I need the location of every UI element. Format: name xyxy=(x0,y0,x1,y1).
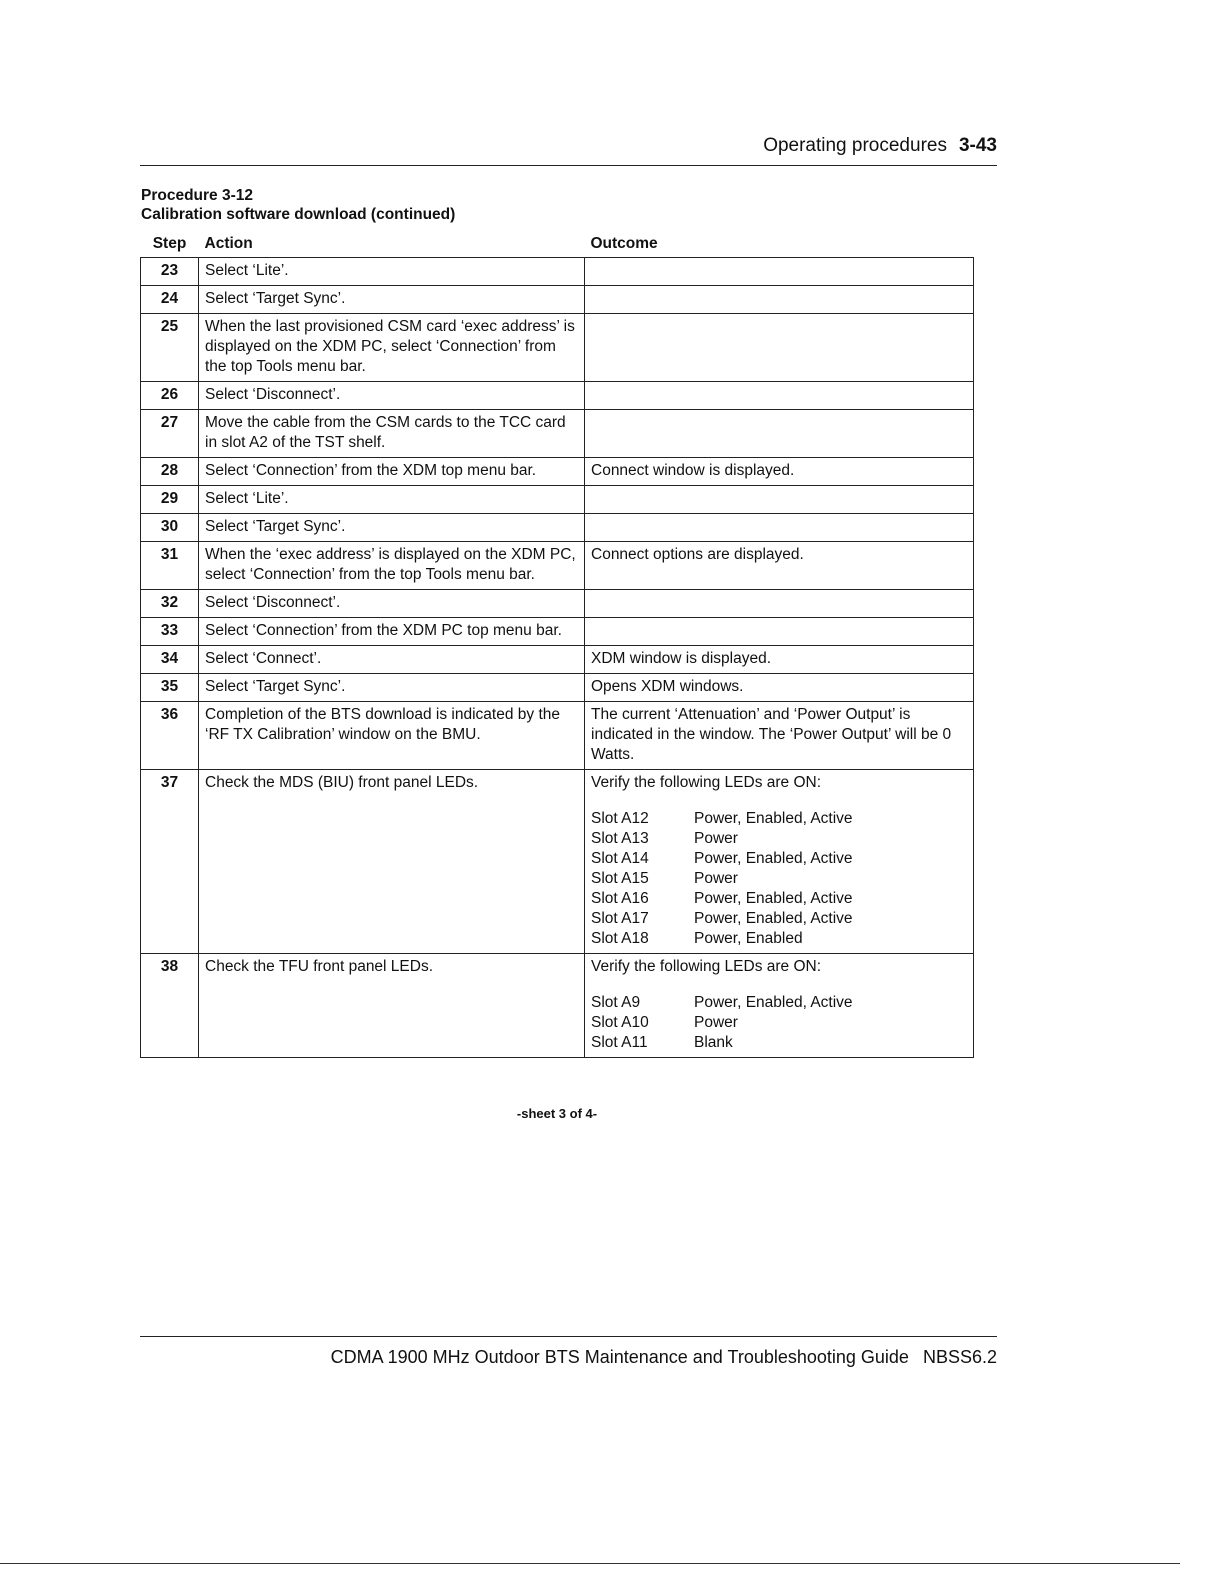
slot-label: Slot A9 xyxy=(591,994,641,1011)
procedure-title: Calibration software download (continued) xyxy=(141,206,456,223)
step-number: 24 xyxy=(141,286,199,314)
outcome-cell: Connect options are displayed. xyxy=(585,542,974,590)
step-number: 37 xyxy=(141,770,199,954)
led-slot-row xyxy=(591,829,967,849)
table-row xyxy=(141,286,974,314)
procedure-heading xyxy=(141,186,455,224)
slot-leds: Power xyxy=(694,1014,738,1031)
action-cell: Select ‘Target Sync’. xyxy=(199,514,585,542)
outcome-cell xyxy=(585,954,974,1058)
outcome-cell: Opens XDM windows. xyxy=(585,674,974,702)
slot-label: Slot A15 xyxy=(591,870,649,887)
procedure-table xyxy=(140,229,974,1058)
column-header-action: Action xyxy=(204,235,253,252)
slot-leds: Power, Enabled, Active xyxy=(694,994,853,1011)
procedure-number: Procedure 3-12 xyxy=(141,187,253,204)
action-cell: Check the MDS (BIU) front panel LEDs. xyxy=(199,770,585,954)
table-row xyxy=(141,770,974,954)
action-cell: Select ‘Connection’ from the XDM PC top menu bar. xyxy=(199,618,585,646)
outcome-cell xyxy=(585,770,974,954)
document-id: NBSS6.2 xyxy=(922,1347,997,1367)
led-slot-row xyxy=(591,1033,967,1053)
slot-leds: Power, Enabled, Active xyxy=(694,810,853,827)
step-number: 31 xyxy=(141,542,199,590)
table-row xyxy=(141,542,974,590)
outcome-cell: Connect window is displayed. xyxy=(585,458,974,486)
outcome-cell xyxy=(585,590,974,618)
slot-leds: Power xyxy=(694,870,738,887)
step-number: 35 xyxy=(141,674,199,702)
led-intro: Verify the following LEDs are ON: xyxy=(591,958,822,975)
outcome-cell: The current ‘Attenuation’ and ‘Power Output’ is indicated in the window. The ‘Power Output’ will be 0 Watts. xyxy=(585,702,974,770)
bottom-rule xyxy=(0,1563,1180,1564)
slot-leds: Blank xyxy=(694,1034,733,1051)
step-number: 26 xyxy=(141,382,199,410)
outcome-cell xyxy=(585,486,974,514)
action-cell: When the last provisioned CSM card ‘exec address’ is displayed on the XDM PC, select ‘Connection’ from the top Tools menu bar. xyxy=(199,314,585,382)
table-row xyxy=(141,702,974,770)
page-number: 3-43 xyxy=(958,135,997,156)
slot-label: Slot A18 xyxy=(591,930,649,947)
outcome-cell xyxy=(585,382,974,410)
table-row xyxy=(141,486,974,514)
action-cell: Select ‘Disconnect’. xyxy=(199,590,585,618)
outcome-cell xyxy=(585,514,974,542)
table-row xyxy=(141,514,974,542)
outcome-cell: XDM window is displayed. xyxy=(585,646,974,674)
led-slot-list xyxy=(591,809,967,949)
step-number: 29 xyxy=(141,486,199,514)
outcome-cell xyxy=(585,410,974,458)
led-slot-row xyxy=(591,909,967,929)
slot-leds: Power, Enabled xyxy=(694,930,803,947)
led-slot-row xyxy=(591,849,967,869)
column-header-step: Step xyxy=(152,235,187,252)
action-cell: Check the TFU front panel LEDs. xyxy=(199,954,585,1058)
column-header-outcome: Outcome xyxy=(590,235,658,252)
table-row xyxy=(141,314,974,382)
led-slot-row xyxy=(591,1013,967,1033)
slot-label: Slot A14 xyxy=(591,850,649,867)
action-cell: When the ‘exec address’ is displayed on the XDM PC, select ‘Connection’ from the top Tools menu bar. xyxy=(199,542,585,590)
action-cell: Move the cable from the CSM cards to the TCC card in slot A2 of the TST shelf. xyxy=(199,410,585,458)
slot-label: Slot A12 xyxy=(591,810,649,827)
action-cell: Select ‘Connection’ from the XDM top menu bar. xyxy=(199,458,585,486)
slot-label: Slot A11 xyxy=(591,1034,648,1051)
step-number: 23 xyxy=(141,258,199,286)
action-cell: Select ‘Target Sync’. xyxy=(199,286,585,314)
table-row xyxy=(141,674,974,702)
action-cell: Select ‘Connect’. xyxy=(199,646,585,674)
slot-label: Slot A17 xyxy=(591,910,649,927)
led-slot-row xyxy=(591,993,967,1013)
action-cell: Completion of the BTS download is indicated by the ‘RF TX Calibration’ window on the BMU. xyxy=(199,702,585,770)
led-slot-list xyxy=(591,993,967,1053)
table-row xyxy=(141,954,974,1058)
sheet-marker: -sheet 3 of 4- xyxy=(516,1106,598,1121)
action-cell: Select ‘Target Sync’. xyxy=(199,674,585,702)
outcome-cell xyxy=(585,314,974,382)
table-row xyxy=(141,618,974,646)
slot-leds: Power xyxy=(694,830,738,847)
table-row xyxy=(141,590,974,618)
action-cell: Select ‘Lite’. xyxy=(199,486,585,514)
slot-label: Slot A10 xyxy=(591,1014,649,1031)
led-slot-row xyxy=(591,889,967,909)
step-number: 28 xyxy=(141,458,199,486)
step-number: 38 xyxy=(141,954,199,1058)
step-number: 36 xyxy=(141,702,199,770)
table-body xyxy=(141,258,974,1058)
table-row xyxy=(141,410,974,458)
page-header xyxy=(140,135,997,166)
document-title: CDMA 1900 MHz Outdoor BTS Maintenance and Troubleshooting Guide xyxy=(330,1347,909,1367)
led-slot-row xyxy=(591,809,967,829)
step-number: 34 xyxy=(141,646,199,674)
outcome-cell xyxy=(585,258,974,286)
step-number: 25 xyxy=(141,314,199,382)
slot-leds: Power, Enabled, Active xyxy=(694,890,853,907)
slot-leds: Power, Enabled, Active xyxy=(694,910,853,927)
action-cell: Select ‘Disconnect’. xyxy=(199,382,585,410)
outcome-cell xyxy=(585,286,974,314)
table-row xyxy=(141,646,974,674)
led-slot-row xyxy=(591,869,967,889)
outcome-cell xyxy=(585,618,974,646)
slot-label: Slot A13 xyxy=(591,830,649,847)
step-number: 33 xyxy=(141,618,199,646)
step-number: 32 xyxy=(141,590,199,618)
led-slot-row xyxy=(591,929,967,949)
slot-leds: Power, Enabled, Active xyxy=(694,850,853,867)
step-number: 27 xyxy=(141,410,199,458)
led-intro: Verify the following LEDs are ON: xyxy=(591,774,822,791)
step-number: 30 xyxy=(141,514,199,542)
table-row xyxy=(141,258,974,286)
page-footer xyxy=(140,1336,997,1368)
section-title: Operating procedures xyxy=(763,135,947,156)
table-row xyxy=(141,382,974,410)
table-header-row xyxy=(141,229,974,258)
slot-label: Slot A16 xyxy=(591,890,649,907)
table-row xyxy=(141,458,974,486)
action-cell: Select ‘Lite’. xyxy=(199,258,585,286)
